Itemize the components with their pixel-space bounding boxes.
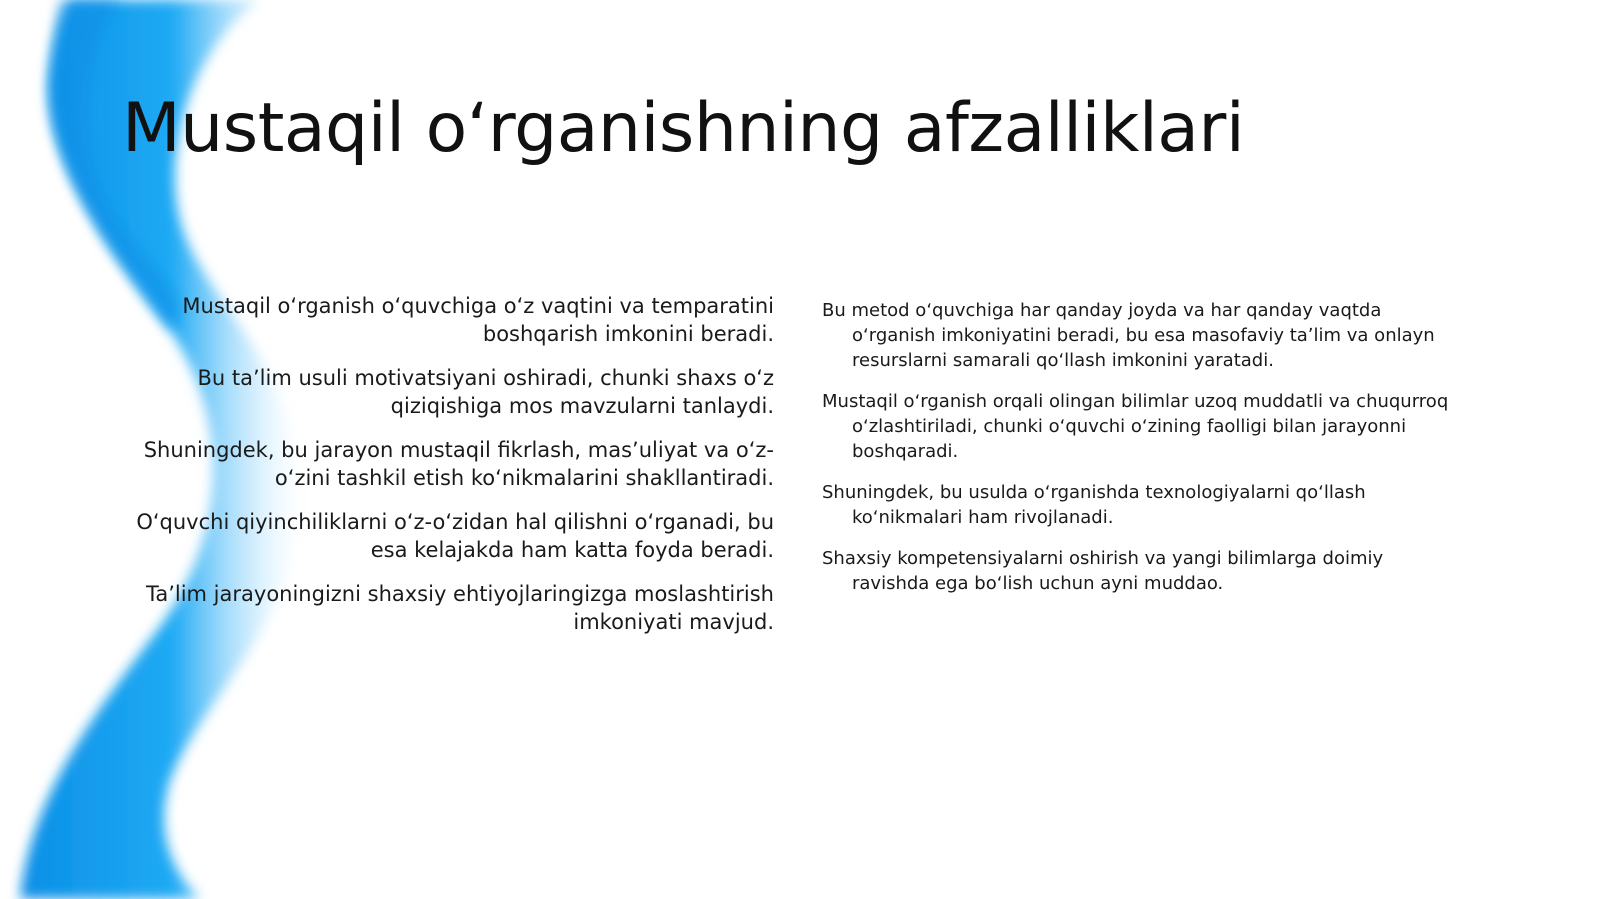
left-paragraph: Mustaqil oʻrganish oʻquvchiga oʻz vaqtini va temparatini boshqarish imkonini beradi. bbox=[182, 294, 774, 346]
left-paragraph: Oʻquvchi qiyinchiliklarni oʻz-oʻzidan hal qilishni oʻrganadi, bu esa kelajakda ham katta foyda beradi. bbox=[136, 510, 774, 562]
left-paragraph: Shuningdek, bu jarayon mustaqil fikrlash, masʼuliyat va oʻz-oʻzini tashkil etish koʻnikmalarini shakllantiradi. bbox=[143, 438, 774, 490]
right-paragraph: Mustaqil oʻrganish orqali olingan bilimlar uzoq muddatli va chuqurroq oʻzlashtiriladi, chunki oʻquvchi oʻzining faolligi bilan jarayonni boshqaradi. bbox=[822, 391, 1449, 462]
right-text-column bbox=[822, 298, 1462, 612]
left-paragraph: Taʼlim jarayoningizni shaxsiy ehtiyojlaringizga moslashtirish imkoniyati mavjud. bbox=[145, 582, 774, 634]
right-paragraph: Bu metod oʻquvchiga har qanday joyda va har qanday vaqtda oʻrganish imkoniyatini beradi, bu esa masofaviy taʼlim va onlayn resurslarni samarali qoʻllash imkonini yaratadi. bbox=[822, 300, 1435, 371]
right-paragraph: Shaxsiy kompetensiyalarni oshirish va yangi bilimlarga doimiy ravishda ega boʻlish uchun ayni muddao. bbox=[822, 548, 1384, 594]
left-text-column bbox=[110, 292, 774, 652]
slide-title: Mustaqil oʻrganishning afzalliklari bbox=[122, 89, 1245, 168]
right-paragraph: Shuningdek, bu usulda oʻrganishda texnologiyalarni qoʻllash koʻnikmalari ham rivojlanadi. bbox=[822, 482, 1366, 528]
left-paragraph: Bu taʼlim usuli motivatsiyani oshiradi, chunki shaxs oʻz qiziqishiga mos mavzularni tanlaydi. bbox=[197, 366, 774, 418]
